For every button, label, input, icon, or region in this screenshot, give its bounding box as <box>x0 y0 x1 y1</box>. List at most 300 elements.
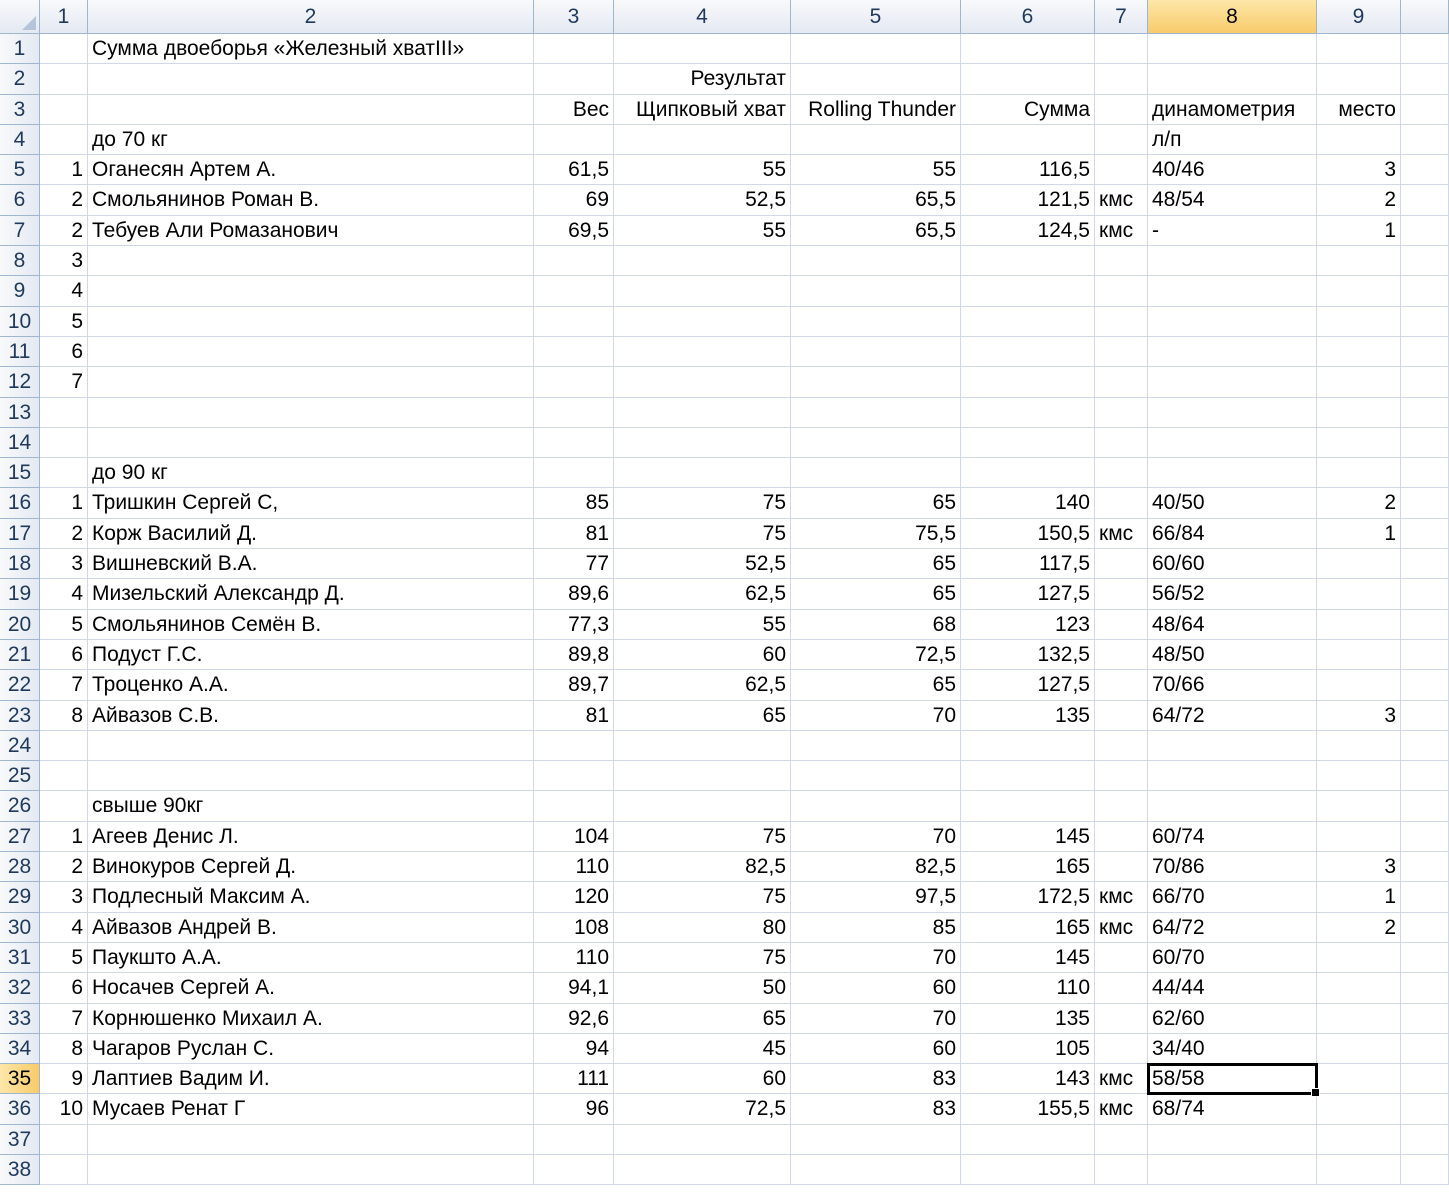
cell-r6-c8[interactable]: 48/54 <box>1148 185 1317 215</box>
cell-r21-c10[interactable] <box>1401 640 1449 670</box>
row-header-25[interactable]: 25 <box>0 761 40 791</box>
row-header-3[interactable]: 3 <box>0 95 40 125</box>
cell-r2-c4[interactable]: Результат <box>614 64 791 94</box>
cell-r13-c4[interactable] <box>614 398 791 428</box>
cell-r20-c9[interactable] <box>1317 610 1401 640</box>
cell-r29-c9[interactable]: 1 <box>1317 882 1401 912</box>
cell-r24-c6[interactable] <box>961 731 1095 761</box>
cell-r38-c9[interactable] <box>1317 1155 1401 1185</box>
cell-r6-c7[interactable]: кмс <box>1095 185 1148 215</box>
cell-r20-c8[interactable]: 48/64 <box>1148 610 1317 640</box>
cell-r37-c8[interactable] <box>1148 1125 1317 1155</box>
cell-r32-c1[interactable]: 6 <box>40 973 88 1003</box>
cell-r24-c4[interactable] <box>614 731 791 761</box>
cell-r13-c2[interactable] <box>88 398 534 428</box>
cell-r8-c6[interactable] <box>961 246 1095 276</box>
cell-r26-c10[interactable] <box>1401 791 1449 821</box>
cell-r25-c8[interactable] <box>1148 761 1317 791</box>
cell-r21-c3[interactable]: 89,8 <box>534 640 614 670</box>
cell-r14-c2[interactable] <box>88 428 534 458</box>
cell-r13-c5[interactable] <box>791 398 961 428</box>
cell-r24-c10[interactable] <box>1401 731 1449 761</box>
cell-r8-c9[interactable] <box>1317 246 1401 276</box>
cell-r36-c2[interactable]: Мусаев Ренат Г <box>88 1094 534 1124</box>
cell-r37-c2[interactable] <box>88 1125 534 1155</box>
cell-r15-c2[interactable]: до 90 кг <box>88 458 534 488</box>
cell-r26-c1[interactable] <box>40 791 88 821</box>
cell-r32-c3[interactable]: 94,1 <box>534 973 614 1003</box>
column-header-extra[interactable] <box>1401 0 1449 34</box>
cell-r4-c2[interactable]: до 70 кг <box>88 125 534 155</box>
cell-r30-c6[interactable]: 165 <box>961 913 1095 943</box>
cell-r20-c2[interactable]: Смольянинов Семён В. <box>88 610 534 640</box>
cell-r38-c4[interactable] <box>614 1155 791 1185</box>
cell-r11-c9[interactable] <box>1317 337 1401 367</box>
cell-r7-c9[interactable]: 1 <box>1317 216 1401 246</box>
cell-r29-c8[interactable]: 66/70 <box>1148 882 1317 912</box>
cell-r34-c8[interactable]: 34/40 <box>1148 1034 1317 1064</box>
cell-r30-c7[interactable]: кмс <box>1095 913 1148 943</box>
cell-r24-c8[interactable] <box>1148 731 1317 761</box>
cell-r24-c2[interactable] <box>88 731 534 761</box>
cell-r8-c4[interactable] <box>614 246 791 276</box>
cell-r30-c2[interactable]: Айвазов Андрей В. <box>88 913 534 943</box>
cell-r24-c5[interactable] <box>791 731 961 761</box>
cell-r5-c1[interactable]: 1 <box>40 155 88 185</box>
cell-r20-c5[interactable]: 68 <box>791 610 961 640</box>
cell-r7-c10[interactable] <box>1401 216 1449 246</box>
cell-r22-c3[interactable]: 89,7 <box>534 670 614 700</box>
row-header-7[interactable]: 7 <box>0 216 40 246</box>
cell-r23-c2[interactable]: Айвазов С.В. <box>88 701 534 731</box>
cell-r7-c7[interactable]: кмс <box>1095 216 1148 246</box>
cell-r30-c8[interactable]: 64/72 <box>1148 913 1317 943</box>
cell-r19-c3[interactable]: 89,6 <box>534 579 614 609</box>
cell-r23-c3[interactable]: 81 <box>534 701 614 731</box>
cell-r25-c6[interactable] <box>961 761 1095 791</box>
column-header-2[interactable]: 2 <box>88 0 534 34</box>
cell-r3-c3[interactable]: Вес <box>534 95 614 125</box>
cell-r37-c10[interactable] <box>1401 1125 1449 1155</box>
cell-r10-c9[interactable] <box>1317 307 1401 337</box>
cell-r18-c2[interactable]: Вишневский В.А. <box>88 549 534 579</box>
row-header-38[interactable]: 38 <box>0 1155 40 1185</box>
cell-r28-c2[interactable]: Винокуров Сергей Д. <box>88 852 534 882</box>
cell-r36-c8[interactable]: 68/74 <box>1148 1094 1317 1124</box>
cell-r19-c10[interactable] <box>1401 579 1449 609</box>
cell-r34-c7[interactable] <box>1095 1034 1148 1064</box>
cell-r35-c4[interactable]: 60 <box>614 1064 791 1094</box>
cell-r14-c5[interactable] <box>791 428 961 458</box>
cell-r37-c3[interactable] <box>534 1125 614 1155</box>
cell-r5-c3[interactable]: 61,5 <box>534 155 614 185</box>
cell-r26-c4[interactable] <box>614 791 791 821</box>
cell-r16-c2[interactable]: Тришкин Сергей С, <box>88 488 534 518</box>
cell-r24-c7[interactable] <box>1095 731 1148 761</box>
column-header-8[interactable]: 8 <box>1148 0 1317 34</box>
row-header-15[interactable]: 15 <box>0 458 40 488</box>
cell-r13-c1[interactable] <box>40 398 88 428</box>
cell-r29-c2[interactable]: Подлесный Максим А. <box>88 882 534 912</box>
row-header-8[interactable]: 8 <box>0 246 40 276</box>
cell-r12-c3[interactable] <box>534 367 614 397</box>
cell-r36-c10[interactable] <box>1401 1094 1449 1124</box>
cell-r10-c5[interactable] <box>791 307 961 337</box>
cell-r17-c9[interactable]: 1 <box>1317 519 1401 549</box>
cell-r16-c7[interactable] <box>1095 488 1148 518</box>
cell-r38-c3[interactable] <box>534 1155 614 1185</box>
cell-r1-c5[interactable] <box>791 34 961 64</box>
cell-r22-c1[interactable]: 7 <box>40 670 88 700</box>
cell-r1-c1[interactable] <box>40 34 88 64</box>
cell-r8-c3[interactable] <box>534 246 614 276</box>
cell-r29-c1[interactable]: 3 <box>40 882 88 912</box>
cell-r17-c5[interactable]: 75,5 <box>791 519 961 549</box>
row-header-37[interactable]: 37 <box>0 1125 40 1155</box>
cell-r16-c3[interactable]: 85 <box>534 488 614 518</box>
cell-r8-c8[interactable] <box>1148 246 1317 276</box>
row-header-12[interactable]: 12 <box>0 367 40 397</box>
cell-r2-c10[interactable] <box>1401 64 1449 94</box>
cell-r31-c2[interactable]: Паукшто А.А. <box>88 943 534 973</box>
row-header-9[interactable]: 9 <box>0 276 40 306</box>
cell-r13-c6[interactable] <box>961 398 1095 428</box>
cell-r5-c5[interactable]: 55 <box>791 155 961 185</box>
cell-r15-c8[interactable] <box>1148 458 1317 488</box>
cell-r18-c8[interactable]: 60/60 <box>1148 549 1317 579</box>
cell-r35-c1[interactable]: 9 <box>40 1064 88 1094</box>
cell-r3-c1[interactable] <box>40 95 88 125</box>
cell-r31-c8[interactable]: 60/70 <box>1148 943 1317 973</box>
cell-r15-c10[interactable] <box>1401 458 1449 488</box>
cell-r35-c6[interactable]: 143 <box>961 1064 1095 1094</box>
cell-r23-c9[interactable]: 3 <box>1317 701 1401 731</box>
cell-r38-c2[interactable] <box>88 1155 534 1185</box>
column-header-1[interactable]: 1 <box>40 0 88 34</box>
cell-r23-c7[interactable] <box>1095 701 1148 731</box>
cell-r19-c7[interactable] <box>1095 579 1148 609</box>
cell-r3-c6[interactable]: Сумма <box>961 95 1095 125</box>
cell-r2-c7[interactable] <box>1095 64 1148 94</box>
cell-r33-c8[interactable]: 62/60 <box>1148 1004 1317 1034</box>
cell-r21-c7[interactable] <box>1095 640 1148 670</box>
cell-r4-c1[interactable] <box>40 125 88 155</box>
cell-r25-c3[interactable] <box>534 761 614 791</box>
cell-r17-c10[interactable] <box>1401 519 1449 549</box>
cell-r12-c2[interactable] <box>88 367 534 397</box>
cell-r33-c9[interactable] <box>1317 1004 1401 1034</box>
cell-r17-c3[interactable]: 81 <box>534 519 614 549</box>
cell-r19-c2[interactable]: Мизельский Александр Д. <box>88 579 534 609</box>
cell-r9-c1[interactable]: 4 <box>40 276 88 306</box>
cell-r19-c6[interactable]: 127,5 <box>961 579 1095 609</box>
cell-r1-c2[interactable]: Сумма двоеборья «Железный хватIII» <box>88 34 534 64</box>
cell-r30-c10[interactable] <box>1401 913 1449 943</box>
cell-r33-c4[interactable]: 65 <box>614 1004 791 1034</box>
cell-r11-c5[interactable] <box>791 337 961 367</box>
cell-r27-c4[interactable]: 75 <box>614 822 791 852</box>
cell-r32-c2[interactable]: Носачев Сергей А. <box>88 973 534 1003</box>
cell-r4-c6[interactable] <box>961 125 1095 155</box>
cell-r3-c4[interactable]: Щипковый хват <box>614 95 791 125</box>
cell-r2-c5[interactable] <box>791 64 961 94</box>
cell-r34-c3[interactable]: 94 <box>534 1034 614 1064</box>
cell-r25-c10[interactable] <box>1401 761 1449 791</box>
cell-r23-c6[interactable]: 135 <box>961 701 1095 731</box>
row-header-23[interactable]: 23 <box>0 701 40 731</box>
row-header-32[interactable]: 32 <box>0 973 40 1003</box>
row-header-1[interactable]: 1 <box>0 34 40 64</box>
cell-r31-c3[interactable]: 110 <box>534 943 614 973</box>
cell-r18-c5[interactable]: 65 <box>791 549 961 579</box>
cell-r24-c9[interactable] <box>1317 731 1401 761</box>
cell-r13-c10[interactable] <box>1401 398 1449 428</box>
cell-r17-c1[interactable]: 2 <box>40 519 88 549</box>
cell-r12-c8[interactable] <box>1148 367 1317 397</box>
cell-r21-c6[interactable]: 132,5 <box>961 640 1095 670</box>
cell-r17-c4[interactable]: 75 <box>614 519 791 549</box>
cell-r26-c5[interactable] <box>791 791 961 821</box>
column-header-9[interactable]: 9 <box>1317 0 1401 34</box>
cell-r32-c7[interactable] <box>1095 973 1148 1003</box>
cell-r12-c9[interactable] <box>1317 367 1401 397</box>
cell-r28-c3[interactable]: 110 <box>534 852 614 882</box>
row-header-11[interactable]: 11 <box>0 337 40 367</box>
cell-r18-c9[interactable] <box>1317 549 1401 579</box>
cell-r22-c4[interactable]: 62,5 <box>614 670 791 700</box>
cell-r27-c10[interactable] <box>1401 822 1449 852</box>
cell-r31-c7[interactable] <box>1095 943 1148 973</box>
cell-r13-c9[interactable] <box>1317 398 1401 428</box>
cell-r11-c8[interactable] <box>1148 337 1317 367</box>
cell-r3-c5[interactable]: Rolling Thunder <box>791 95 961 125</box>
cell-r26-c3[interactable] <box>534 791 614 821</box>
row-header-27[interactable]: 27 <box>0 822 40 852</box>
cell-r35-c9[interactable] <box>1317 1064 1401 1094</box>
cell-r10-c2[interactable] <box>88 307 534 337</box>
cell-r7-c8[interactable]: - <box>1148 216 1317 246</box>
cell-r16-c5[interactable]: 65 <box>791 488 961 518</box>
cell-r26-c2[interactable]: свыше 90кг <box>88 791 534 821</box>
row-header-4[interactable]: 4 <box>0 125 40 155</box>
cell-r36-c7[interactable]: кмс <box>1095 1094 1148 1124</box>
cell-r4-c3[interactable] <box>534 125 614 155</box>
cell-r16-c4[interactable]: 75 <box>614 488 791 518</box>
cell-r27-c8[interactable]: 60/74 <box>1148 822 1317 852</box>
cell-r28-c9[interactable]: 3 <box>1317 852 1401 882</box>
cell-r23-c8[interactable]: 64/72 <box>1148 701 1317 731</box>
cell-r35-c10[interactable] <box>1401 1064 1449 1094</box>
cell-r34-c4[interactable]: 45 <box>614 1034 791 1064</box>
cell-r9-c6[interactable] <box>961 276 1095 306</box>
cell-r32-c5[interactable]: 60 <box>791 973 961 1003</box>
cell-r29-c4[interactable]: 75 <box>614 882 791 912</box>
cell-r7-c5[interactable]: 65,5 <box>791 216 961 246</box>
row-header-17[interactable]: 17 <box>0 519 40 549</box>
cell-r14-c8[interactable] <box>1148 428 1317 458</box>
cell-r16-c9[interactable]: 2 <box>1317 488 1401 518</box>
cell-r21-c5[interactable]: 72,5 <box>791 640 961 670</box>
cell-r11-c1[interactable]: 6 <box>40 337 88 367</box>
cell-r30-c9[interactable]: 2 <box>1317 913 1401 943</box>
cell-r16-c1[interactable]: 1 <box>40 488 88 518</box>
cell-r9-c7[interactable] <box>1095 276 1148 306</box>
cell-r24-c3[interactable] <box>534 731 614 761</box>
cell-r3-c2[interactable] <box>88 95 534 125</box>
cell-r3-c10[interactable] <box>1401 95 1449 125</box>
cell-r19-c9[interactable] <box>1317 579 1401 609</box>
cell-r32-c10[interactable] <box>1401 973 1449 1003</box>
cell-r7-c6[interactable]: 124,5 <box>961 216 1095 246</box>
cell-r20-c7[interactable] <box>1095 610 1148 640</box>
cell-r7-c3[interactable]: 69,5 <box>534 216 614 246</box>
cell-r28-c5[interactable]: 82,5 <box>791 852 961 882</box>
cell-r31-c5[interactable]: 70 <box>791 943 961 973</box>
row-header-22[interactable]: 22 <box>0 670 40 700</box>
cell-r14-c3[interactable] <box>534 428 614 458</box>
row-header-26[interactable]: 26 <box>0 791 40 821</box>
cell-r18-c10[interactable] <box>1401 549 1449 579</box>
cell-r5-c4[interactable]: 55 <box>614 155 791 185</box>
cell-r22-c7[interactable] <box>1095 670 1148 700</box>
cell-r34-c10[interactable] <box>1401 1034 1449 1064</box>
cell-r4-c4[interactable] <box>614 125 791 155</box>
row-header-14[interactable]: 14 <box>0 428 40 458</box>
cell-r35-c5[interactable]: 83 <box>791 1064 961 1094</box>
cell-r34-c6[interactable]: 105 <box>961 1034 1095 1064</box>
cell-r6-c1[interactable]: 2 <box>40 185 88 215</box>
cell-r17-c6[interactable]: 150,5 <box>961 519 1095 549</box>
cell-r18-c7[interactable] <box>1095 549 1148 579</box>
cell-r17-c7[interactable]: кмс <box>1095 519 1148 549</box>
row-header-28[interactable]: 28 <box>0 852 40 882</box>
cell-r19-c4[interactable]: 62,5 <box>614 579 791 609</box>
row-header-5[interactable]: 5 <box>0 155 40 185</box>
cell-r37-c9[interactable] <box>1317 1125 1401 1155</box>
cell-r34-c5[interactable]: 60 <box>791 1034 961 1064</box>
row-header-13[interactable]: 13 <box>0 398 40 428</box>
row-header-16[interactable]: 16 <box>0 488 40 518</box>
column-header-6[interactable]: 6 <box>961 0 1095 34</box>
row-header-2[interactable]: 2 <box>0 64 40 94</box>
cell-r15-c6[interactable] <box>961 458 1095 488</box>
cell-r24-c1[interactable] <box>40 731 88 761</box>
cell-r21-c8[interactable]: 48/50 <box>1148 640 1317 670</box>
cell-r35-c2[interactable]: Лаптиев Вадим И. <box>88 1064 534 1094</box>
cell-r26-c8[interactable] <box>1148 791 1317 821</box>
cell-r1-c7[interactable] <box>1095 34 1148 64</box>
cell-r12-c6[interactable] <box>961 367 1095 397</box>
cell-r18-c6[interactable]: 117,5 <box>961 549 1095 579</box>
cell-r29-c3[interactable]: 120 <box>534 882 614 912</box>
cell-r21-c1[interactable]: 6 <box>40 640 88 670</box>
cell-r25-c9[interactable] <box>1317 761 1401 791</box>
cell-r34-c9[interactable] <box>1317 1034 1401 1064</box>
cell-r19-c5[interactable]: 65 <box>791 579 961 609</box>
cell-r18-c4[interactable]: 52,5 <box>614 549 791 579</box>
cell-r6-c9[interactable]: 2 <box>1317 185 1401 215</box>
cell-r20-c6[interactable]: 123 <box>961 610 1095 640</box>
cell-r23-c10[interactable] <box>1401 701 1449 731</box>
cell-r35-c7[interactable]: кмс <box>1095 1064 1148 1094</box>
cell-r4-c9[interactable] <box>1317 125 1401 155</box>
cell-r37-c5[interactable] <box>791 1125 961 1155</box>
cell-r22-c9[interactable] <box>1317 670 1401 700</box>
cell-r15-c3[interactable] <box>534 458 614 488</box>
cell-r6-c5[interactable]: 65,5 <box>791 185 961 215</box>
cell-r38-c7[interactable] <box>1095 1155 1148 1185</box>
cell-r13-c8[interactable] <box>1148 398 1317 428</box>
column-header-7[interactable]: 7 <box>1095 0 1148 34</box>
cell-r28-c6[interactable]: 165 <box>961 852 1095 882</box>
cell-r12-c7[interactable] <box>1095 367 1148 397</box>
cell-r6-c3[interactable]: 69 <box>534 185 614 215</box>
select-all-corner[interactable] <box>0 0 40 34</box>
cell-r36-c1[interactable]: 10 <box>40 1094 88 1124</box>
cell-r28-c7[interactable] <box>1095 852 1148 882</box>
cell-r3-c9[interactable]: место <box>1317 95 1401 125</box>
cell-r9-c4[interactable] <box>614 276 791 306</box>
cell-r25-c7[interactable] <box>1095 761 1148 791</box>
cell-r14-c6[interactable] <box>961 428 1095 458</box>
row-header-18[interactable]: 18 <box>0 549 40 579</box>
cell-r16-c6[interactable]: 140 <box>961 488 1095 518</box>
cell-r38-c8[interactable] <box>1148 1155 1317 1185</box>
cell-r14-c9[interactable] <box>1317 428 1401 458</box>
cell-r32-c4[interactable]: 50 <box>614 973 791 1003</box>
cell-r33-c10[interactable] <box>1401 1004 1449 1034</box>
cell-r37-c7[interactable] <box>1095 1125 1148 1155</box>
cell-r28-c8[interactable]: 70/86 <box>1148 852 1317 882</box>
row-header-19[interactable]: 19 <box>0 579 40 609</box>
cell-r2-c2[interactable] <box>88 64 534 94</box>
cell-r16-c10[interactable] <box>1401 488 1449 518</box>
row-header-31[interactable]: 31 <box>0 943 40 973</box>
cell-r7-c4[interactable]: 55 <box>614 216 791 246</box>
cell-r21-c2[interactable]: Подуст Г.С. <box>88 640 534 670</box>
cell-r2-c8[interactable] <box>1148 64 1317 94</box>
column-header-5[interactable]: 5 <box>791 0 961 34</box>
cell-r30-c4[interactable]: 80 <box>614 913 791 943</box>
cell-r12-c5[interactable] <box>791 367 961 397</box>
cell-r14-c1[interactable] <box>40 428 88 458</box>
cell-r29-c10[interactable] <box>1401 882 1449 912</box>
cell-r25-c1[interactable] <box>40 761 88 791</box>
cell-r5-c2[interactable]: Оганесян Артем А. <box>88 155 534 185</box>
cell-r14-c4[interactable] <box>614 428 791 458</box>
cell-r4-c10[interactable] <box>1401 125 1449 155</box>
cell-r22-c8[interactable]: 70/66 <box>1148 670 1317 700</box>
cell-r38-c5[interactable] <box>791 1155 961 1185</box>
cell-r19-c8[interactable]: 56/52 <box>1148 579 1317 609</box>
cell-r14-c10[interactable] <box>1401 428 1449 458</box>
cell-r30-c5[interactable]: 85 <box>791 913 961 943</box>
cell-r1-c6[interactable] <box>961 34 1095 64</box>
cell-r31-c10[interactable] <box>1401 943 1449 973</box>
cell-r10-c7[interactable] <box>1095 307 1148 337</box>
cell-r28-c4[interactable]: 82,5 <box>614 852 791 882</box>
active-cell[interactable]: 58/58 <box>1148 1064 1317 1094</box>
cell-r22-c6[interactable]: 127,5 <box>961 670 1095 700</box>
cell-r12-c4[interactable] <box>614 367 791 397</box>
cell-r10-c4[interactable] <box>614 307 791 337</box>
cell-r25-c2[interactable] <box>88 761 534 791</box>
cell-r15-c5[interactable] <box>791 458 961 488</box>
cell-r35-c3[interactable]: 111 <box>534 1064 614 1094</box>
cell-r6-c4[interactable]: 52,5 <box>614 185 791 215</box>
cell-r25-c4[interactable] <box>614 761 791 791</box>
cell-r6-c2[interactable]: Смольянинов Роман В. <box>88 185 534 215</box>
